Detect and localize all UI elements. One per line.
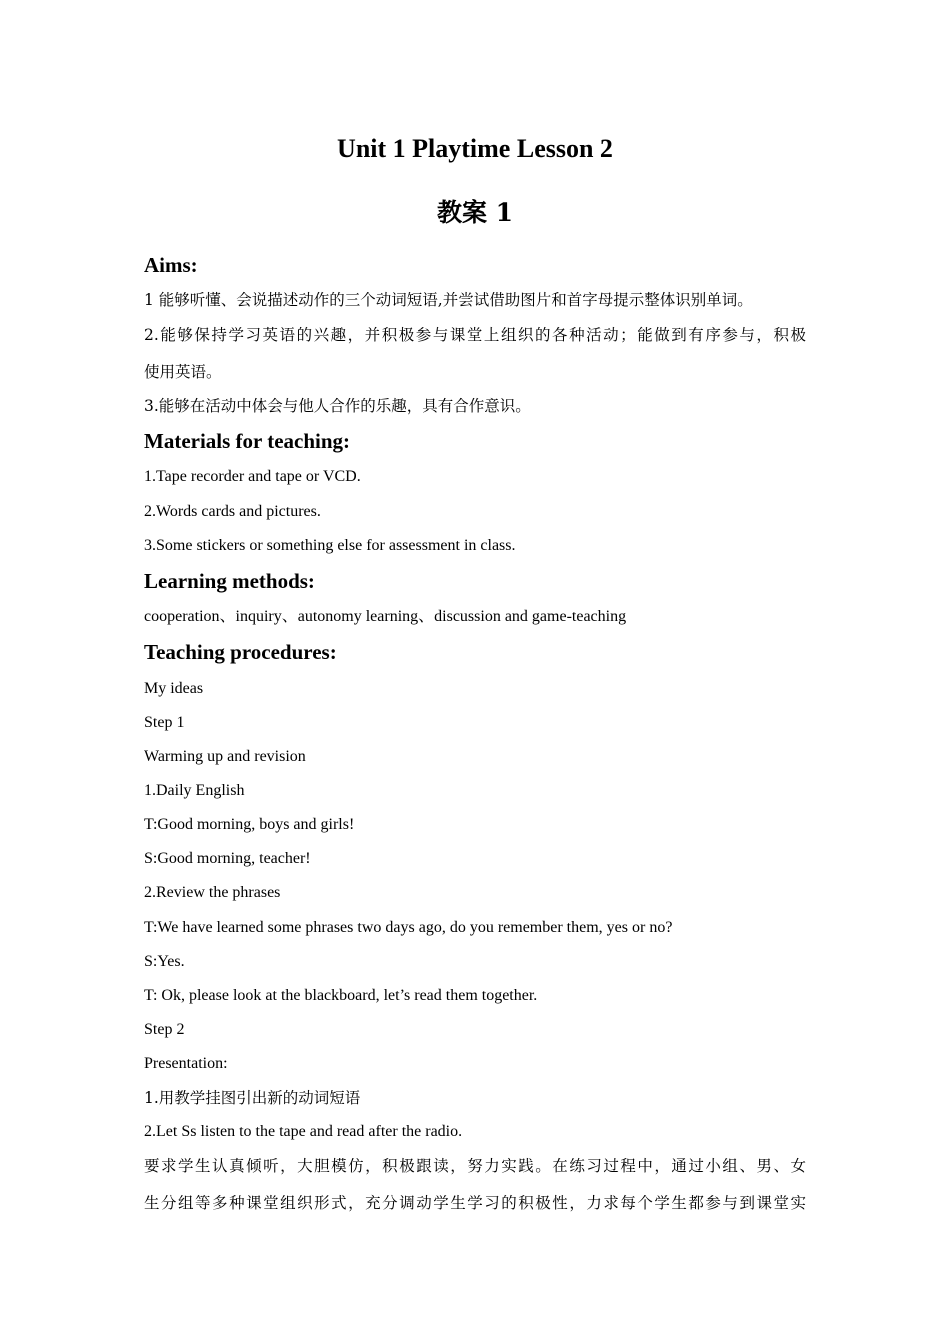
document-subtitle: 教案 1 [436, 198, 514, 227]
aims-item-3: 3.能够在活动中体会与他人合作的乐趣，具有合作意识。 [144, 397, 531, 415]
procedures-heading: Teaching procedures: [144, 640, 337, 664]
methods-heading: Learning methods: [144, 569, 315, 593]
document-title: Unit 1 Playtime Lesson 2 [337, 134, 613, 163]
procedures-presentation: Presentation: [144, 1055, 228, 1072]
materials-item-1: 1.Tape recorder and tape or VCD. [144, 468, 361, 485]
procedures-student-line-1: S:Good morning, teacher! [144, 850, 311, 867]
materials-heading: Materials for teaching: [144, 429, 351, 453]
aims-item-2-line-2: 使用英语。 [144, 363, 222, 381]
procedures-presentation-item-1: 1.用教学挂图引出新的动词短语 [144, 1089, 361, 1107]
aims-heading: Aims: [144, 253, 198, 277]
procedures-paragraph-line-2: 生分组等多种课堂组织形式，充分调动学生学习的积极性，力求每个学生都参与到课堂实 [144, 1194, 806, 1212]
materials-item-3: 3.Some stickers or something else for assessment in class. [144, 537, 516, 554]
procedures-review-phrases: 2.Review the phrases [144, 884, 281, 901]
procedures-student-line-2: S:Yes. [144, 953, 185, 970]
procedures-step-2: Step 2 [144, 1021, 185, 1038]
procedures-teacher-line-2: T:We have learned some phrases two days ago, do you remember them, yes or no? [144, 919, 673, 936]
procedures-step-1: Step 1 [144, 714, 185, 731]
aims-item-1: 1 能够听懂、会说描述动作的三个动词短语,并尝试借助图片和首字母提示整体识别单词。 [144, 291, 753, 309]
procedures-daily-english: 1.Daily English [144, 782, 245, 799]
procedures-teacher-line-1: T:Good morning, boys and girls! [144, 816, 355, 833]
procedures-step-1-title: Warming up and revision [144, 748, 306, 765]
procedures-teacher-line-3: T: Ok, please look at the blackboard, let’s read them together. [144, 987, 538, 1004]
procedures-my-ideas: My ideas [144, 680, 204, 697]
methods-text: cooperation、inquiry、autonomy learning、discussion and game-teaching [144, 608, 627, 625]
aims-item-2-line-1: 2.能够保持学习英语的兴趣，并积极参与课堂上组织的各种活动；能做到有序参与，积极 [144, 326, 806, 344]
procedures-presentation-item-2: 2.Let Ss listen to the tape and read after the radio. [144, 1123, 463, 1140]
materials-item-2: 2.Words cards and pictures. [144, 503, 321, 520]
procedures-paragraph-line-1: 要求学生认真倾听，大胆模仿，积极跟读，努力实践。在练习过程中，通过小组、男、女 [144, 1157, 806, 1175]
